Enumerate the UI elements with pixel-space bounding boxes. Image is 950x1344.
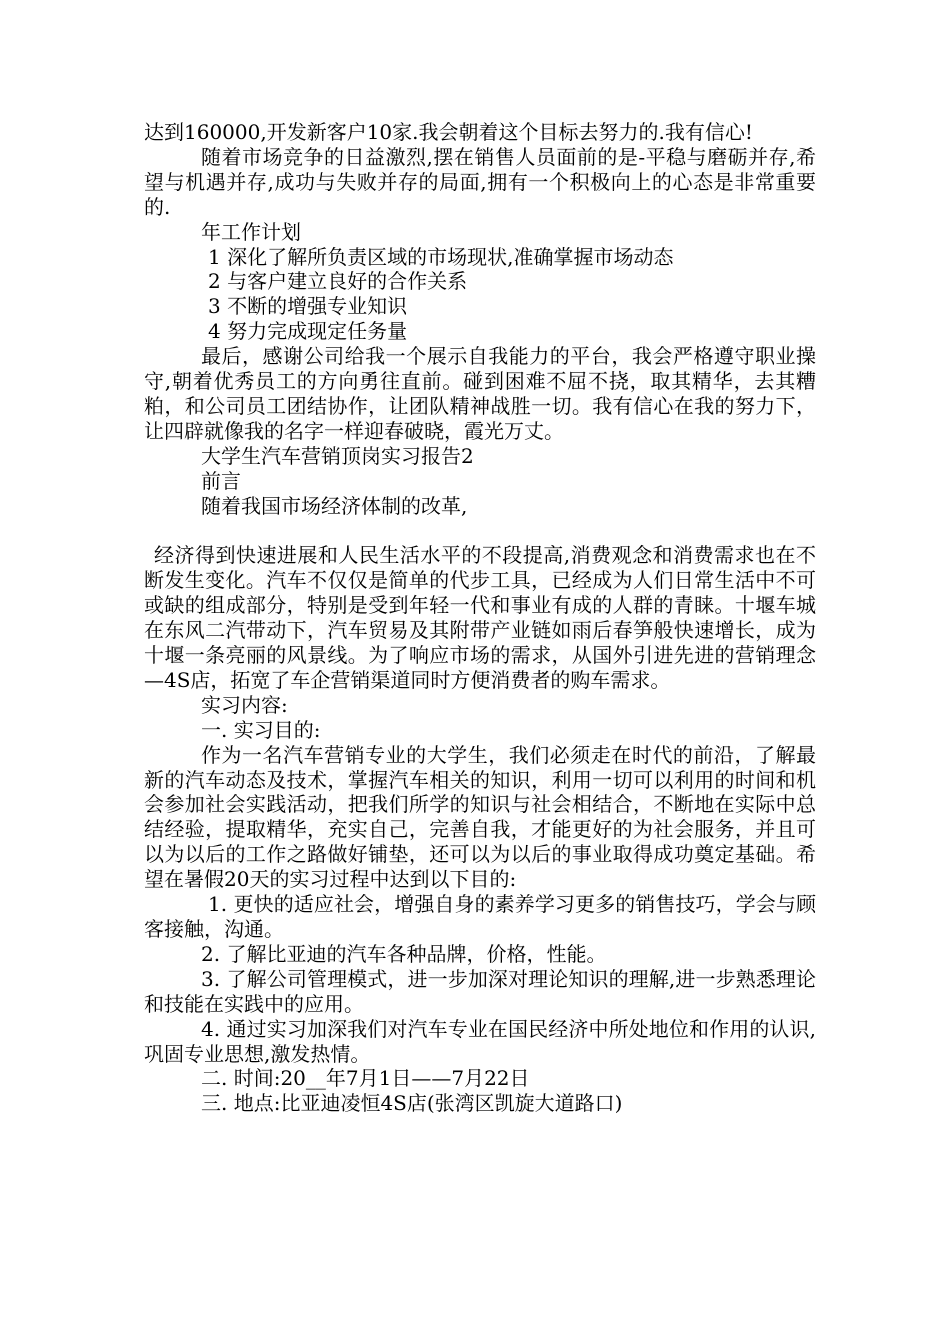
heading-preface: 前言 [201,468,241,493]
heading-internship-content: 实习内容: [201,692,288,717]
paragraph-preface-intro: 随着我国市场经济体制的改革, [201,493,468,518]
paragraph-goal-confidence: 达到160000,开发新客户10家.我会朝着这个目标去努力的.我有信心! [144,120,753,144]
purpose-item-3: 3. 了解公司管理模式，进一步加深对理论知识的理解,进一步熟悉理论和技能在实践中的应用。 [144,966,816,1016]
heading-annual-plan: 年工作计划 [201,219,301,244]
paragraph-market-competition: 随着市场竞争的日益激烈,摆在销售人员面前的是-平稳与磨砺并存,希望与机遇并存,成功与失败并存的局面,拥有一个积极向上的心态是非常重要的. [144,144,816,219]
plan-item-2: 2 与客户建立良好的合作关系 [208,269,468,294]
section-time: 二. 时间:20__年7月1日——7月22日 [201,1066,530,1091]
blank-line [144,519,816,544]
plan-item-1: 1 深化了解所负责区域的市场现状,准确掌握市场动态 [208,244,674,269]
paragraph-closing-thanks: 最后，感谢公司给我一个展示自我能力的平台，我会严格遵守职业操守,朝着优秀员工的方向勇往直前。碰到困难不屈不挠，取其精华，去其糟粕，和公司员工团结协作，让团队精神战胜一切。我有信心在我的努力下，让四辟就像我的名字一样迎春破晓，霞光万丈。 [144,344,816,443]
paragraph-economy-development: 经济得到快速进展和人民生活水平的不段提高,消费观念和消费需求也在不断发生变化。汽车不仅仅是简单的代步工具，已经成为人们日常生活中不可或缺的组成部分，特别是受到年轻一代和事业有成的人群的青睐。十堰车城在东风二汽带动下，汽车贸易及其附带产业链如雨后春笋般快速增长，成为十堰一条亮丽的风景线。为了响应市场的需求，从国外引进先进的营销理念—4S店，拓宽了车企营销渠道同时方便消费者的购车需求。 [144,543,816,692]
document-page [144,120,816,1116]
heading-internship-purpose: 一. 实习目的: [201,717,321,742]
purpose-item-1: 1. 更快的适应社会，增强自身的素养学习更多的销售技巧，学会与顾客接触，沟通。 [144,892,816,941]
plan-item-3: 3 不断的增强专业知识 [208,294,408,319]
section-location: 三. 地点:比亚迪凌恒4S店(张湾区凯旋大道路口) [201,1091,623,1116]
plan-item-4: 4 努力完成现定任务量 [208,319,408,344]
paragraph-purpose-body: 作为一名汽车营销专业的大学生，我们必须走在时代的前沿，了解最新的汽车动态及技术，掌握汽车相关的知识，利用一切可以利用的时间和机会参加社会实践活动，把我们所学的知识与社会相结合，不断地在实际中总结经验，提取精华，充实自己，完善自我，才能更好的为社会服务，并且可以为以后的工作之路做好铺垫，还可以为以后的事业取得成功奠定基础。希望在暑假20天的实习过程中达到以下目的: [144,742,816,892]
purpose-item-2: 2. 了解比亚迪的汽车各种品牌，价格，性能。 [201,941,607,966]
report-title: 大学生汽车营销顶岗实习报告2 [201,443,474,468]
purpose-item-4: 4. 通过实习加深我们对汽车专业在国民经济中所处地位和作用的认识,巩固专业思想,激发热情。 [144,1016,816,1066]
